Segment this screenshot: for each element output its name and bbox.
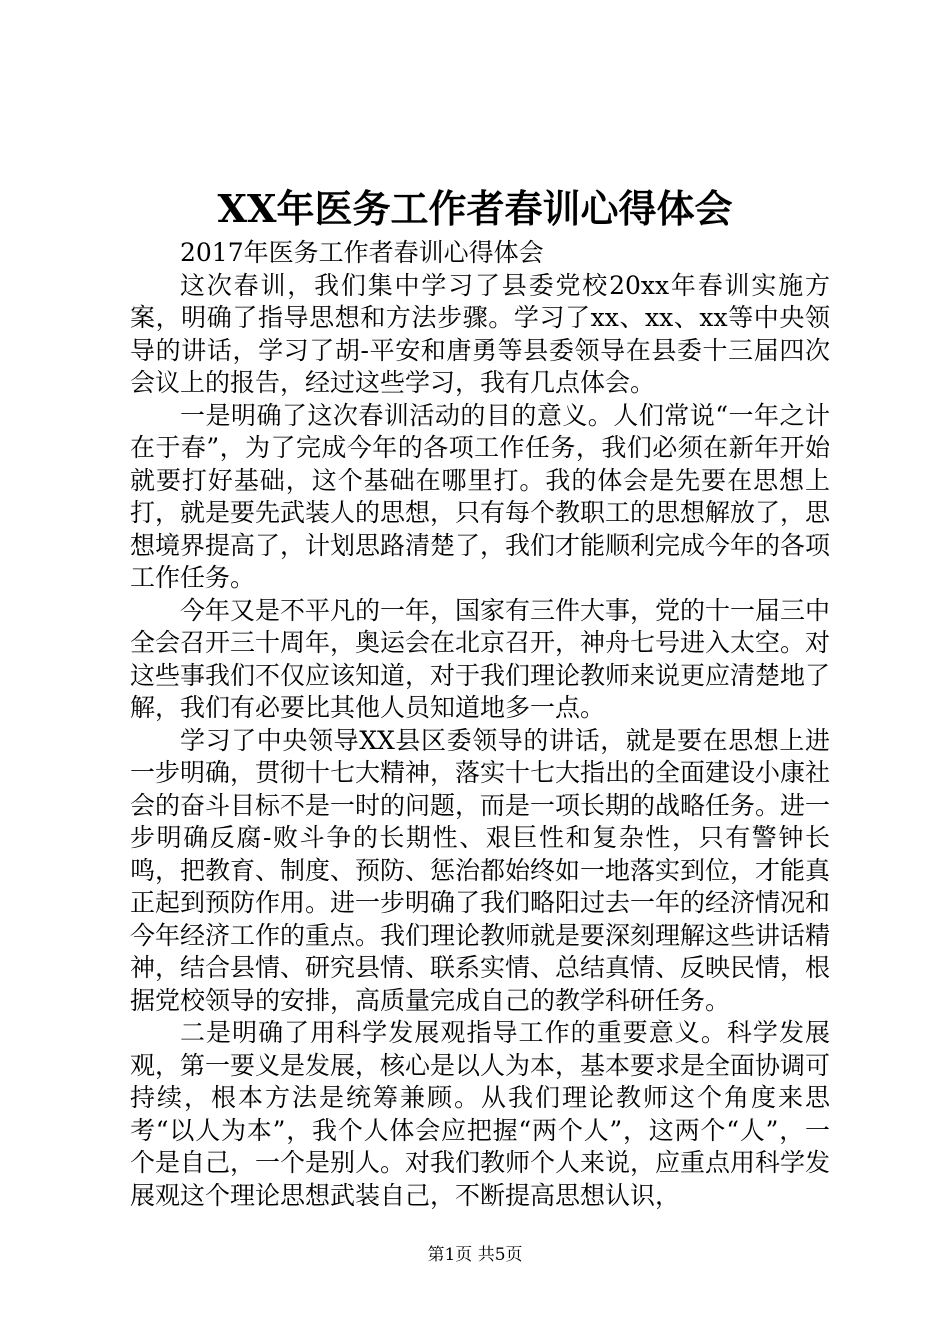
paragraph-point-one: 一是明确了这次春训活动的目的意义。人们常说“一年之计在于春”，为了完成今年的各项工作任务，我们必须在新年开始就要打好基础，这个基础在哪里打。我的体会是先要在思想上打，就是要先武装人的思想，只有每个教职工的思想解放了，思想境界提高了，计划思路清楚了，我们才能顺利完成今年的各项工作任务。	[130, 400, 831, 592]
page-footer: 第1页 共5页	[427, 1245, 523, 1265]
document-title: XX年医务工作者春训心得体会	[217, 186, 733, 231]
paragraph-intro: 这次春训，我们集中学习了县委党校20xx年春训实施方案，明确了指导思想和方法步骤。学习了xx、xx、xx等中央领导的讲话，学习了胡-平安和唐勇等县委领导在县委十三届四次会议上的报告，经过这些学习，我有几点体会。	[130, 270, 830, 397]
paragraph-point-two: 二是明确了用科学发展观指导工作的重要意义。科学发展观，第一要义是发展，核心是以人为本，基本要求是全面协调可持续，根本方法是统筹兼顾。从我们理论教师这个角度来思考“以人为本”，我个人体会应把握“两个人”，这两个“人”，一个是自己，一个是别人。对我们教师个人来说，应重点用科学发展观这个理论思想武装自己，不断提高思想认识，	[130, 1018, 831, 1210]
paragraph-this-year: 今年又是不平凡的一年，国家有三件大事，党的十一届三中全会召开三十周年，奥运会在北京召开，神舟七号进入太空。对这些事我们不仅应该知道，对于我们理论教师来说更应清楚地了解，我们有必要比其他人员知道地多一点。	[130, 595, 831, 722]
paragraph-leaders-speech: 学习了中央领导XX县区委领导的讲话，就是要在思想上进一步明确，贯彻十七大精神，落实十七大指出的全面建设小康社会的奋斗目标不是一时的问题，而是一项长期的战略任务。进一步明确反腐-败斗争的长期性、艰巨性和复杂性，只有警钟长鸣，把教育、制度、预防、惩治都始终如一地落实到位，才能真正起到预防作用。进一步明确了我们略阳过去一年的经济情况和今年经济工作的重点。我们理论教师就是要深刻理解这些讲话精神，结合县情、研究县情、联系实情、总结真情、反映民情，根据党校领导的安排，高质量完成自己的教学科研任务。	[130, 725, 831, 1015]
paragraph-subtitle: 2017年医务工作者春训心得体会	[180, 238, 544, 267]
document-body	[130, 237, 830, 1212]
